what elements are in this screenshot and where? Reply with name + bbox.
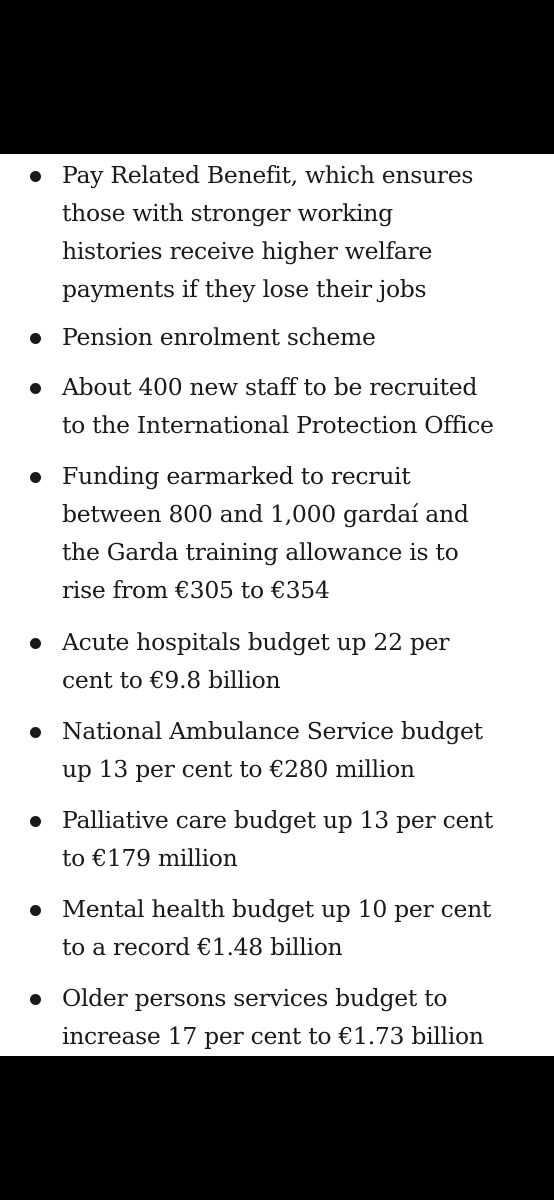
list-item-text xyxy=(62,623,550,699)
text-line: About 400 new staff to be recruited xyxy=(62,373,478,401)
text-line: to the International Protection Office xyxy=(62,411,494,439)
bullet-icon xyxy=(30,727,41,738)
list-item-text xyxy=(62,318,550,356)
text-line: between 800 and 1,000 gardaí and xyxy=(62,500,469,528)
text-line: payments if they lose their jobs xyxy=(62,275,427,303)
text-line: Pension enrolment scheme xyxy=(62,323,376,351)
bullet-icon xyxy=(30,383,41,394)
article-content xyxy=(0,154,554,1056)
text-line: cent to €9.8 billion xyxy=(62,666,281,694)
text-line: Mental health budget up 10 per cent xyxy=(62,895,492,923)
bullet-icon xyxy=(30,905,41,916)
text-line: National Ambulance Service budget xyxy=(62,717,483,745)
list-item-text xyxy=(62,368,550,444)
text-line: up 13 per cent to €280 million xyxy=(62,755,415,783)
top-black-bar xyxy=(0,0,554,154)
text-line: to a record €1.48 billion xyxy=(62,933,343,961)
text-line: the Garda training allowance is to xyxy=(62,538,459,566)
bottom-black-bar xyxy=(0,1056,554,1200)
text-line: Older persons services budget to xyxy=(62,984,448,1012)
text-line: to €179 million xyxy=(62,844,238,872)
list-item-text xyxy=(62,712,550,788)
bullet-icon xyxy=(30,816,41,827)
text-line: histories receive higher welfare xyxy=(62,237,433,265)
bullet-icon xyxy=(30,994,41,1005)
text-line: those with stronger working xyxy=(62,199,393,227)
list-item-text xyxy=(62,979,550,1055)
text-line: Acute hospitals budget up 22 per xyxy=(62,628,450,656)
bullet-icon xyxy=(30,333,41,344)
bullet-icon xyxy=(30,472,41,483)
list-item-text xyxy=(62,156,550,308)
list-item-text xyxy=(62,457,550,609)
text-line: Funding earmarked to recruit xyxy=(62,462,411,490)
text-line: Pay Related Benefit, which ensures xyxy=(62,161,474,189)
text-line: increase 17 per cent to €1.73 billion xyxy=(62,1022,484,1050)
list-item-text xyxy=(62,801,550,877)
bullet-icon xyxy=(30,638,41,649)
list-item-text xyxy=(62,890,550,966)
bullet-icon xyxy=(30,171,41,182)
text-line: Palliative care budget up 13 per cent xyxy=(62,806,494,834)
text-line: rise from €305 to €354 xyxy=(62,576,330,604)
